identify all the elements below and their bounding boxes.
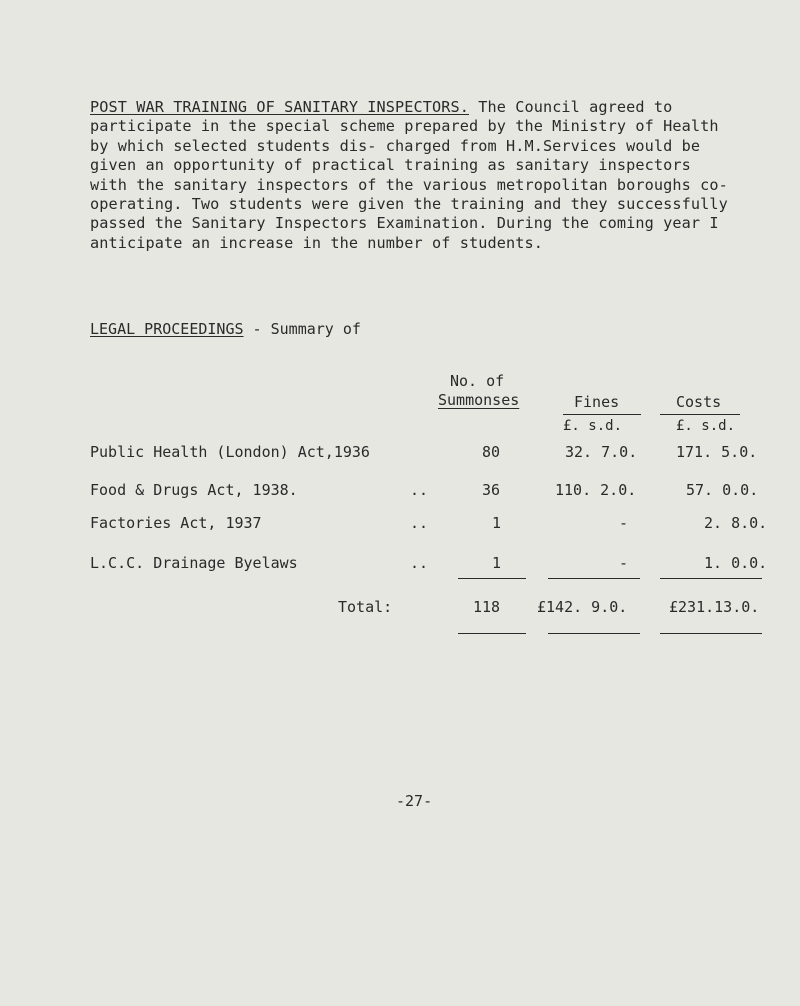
- row-2-summonses: 36: [482, 481, 501, 499]
- fines-bottom-rule: [548, 633, 640, 634]
- training-paragraph: [90, 98, 730, 253]
- summonses-header-line1: No. of: [450, 372, 505, 390]
- row-3-name: Factories Act, 1937: [90, 514, 262, 532]
- fines-units: £. s.d.: [563, 418, 623, 434]
- fines-header: Fines: [574, 393, 620, 411]
- row-4-name: L.C.C. Drainage Byelaws: [90, 554, 298, 572]
- costs-header-rule: [660, 414, 740, 415]
- total-fines: £142. 9.0.: [537, 598, 628, 616]
- row-1-fines: 32. 7.0.: [565, 443, 638, 461]
- training-body: The Council agreed to participate in the special scheme prepared by the Ministry of Health by which selected students dis- charged from H.M.Services would be given an opportunity of practical training as sanitary inspectors with the sanitary inspectors of the various metropolitan boroughs co-operating. Two students were given the training and they successfully passed the Sanitary Inspectors Examination. During the coming year I anticipate an increase in the number of students.: [90, 98, 728, 252]
- legal-proceedings-heading: [90, 320, 361, 338]
- page-number: -27-: [396, 792, 433, 810]
- legal-heading-suffix: - Summary of: [243, 320, 361, 338]
- row-2-costs: 57. 0.0.: [686, 481, 759, 499]
- row-1-summonses: 80: [482, 443, 501, 461]
- summonses-header-line2: Summonses: [438, 391, 520, 409]
- costs-total-rule: [660, 578, 762, 579]
- row-4-costs: 1. 0.0.: [704, 554, 768, 572]
- summonses-bottom-rule: [458, 633, 526, 634]
- row-4-dots: ..: [410, 554, 429, 572]
- costs-bottom-rule: [660, 633, 762, 634]
- costs-units: £. s.d.: [676, 418, 736, 434]
- total-label: Total:: [338, 598, 393, 616]
- total-costs: £231.13.0.: [669, 598, 760, 616]
- row-2-fines: 110. 2.0.: [555, 481, 637, 499]
- row-1-name: Public Health (London) Act,1936: [90, 443, 370, 461]
- row-1-costs: 171. 5.0.: [676, 443, 758, 461]
- fines-header-rule: [563, 414, 641, 415]
- row-2-dots: ..: [410, 481, 429, 499]
- row-4-fines: -: [619, 554, 629, 572]
- summonses-total-rule: [458, 578, 526, 579]
- costs-header: Costs: [676, 393, 722, 411]
- row-3-fines: -: [619, 514, 629, 532]
- fines-total-rule: [548, 578, 640, 579]
- row-3-summonses: 1: [492, 514, 502, 532]
- row-4-summonses: 1: [492, 554, 502, 572]
- training-heading: POST WAR TRAINING OF SANITARY INSPECTORS.: [90, 98, 469, 116]
- row-3-costs: 2. 8.0.: [704, 514, 768, 532]
- row-3-dots: ..: [410, 514, 429, 532]
- total-summonses: 118: [473, 598, 501, 616]
- row-2-name: Food & Drugs Act, 1938.: [90, 481, 298, 499]
- legal-heading-title: LEGAL PROCEEDINGS: [90, 320, 244, 338]
